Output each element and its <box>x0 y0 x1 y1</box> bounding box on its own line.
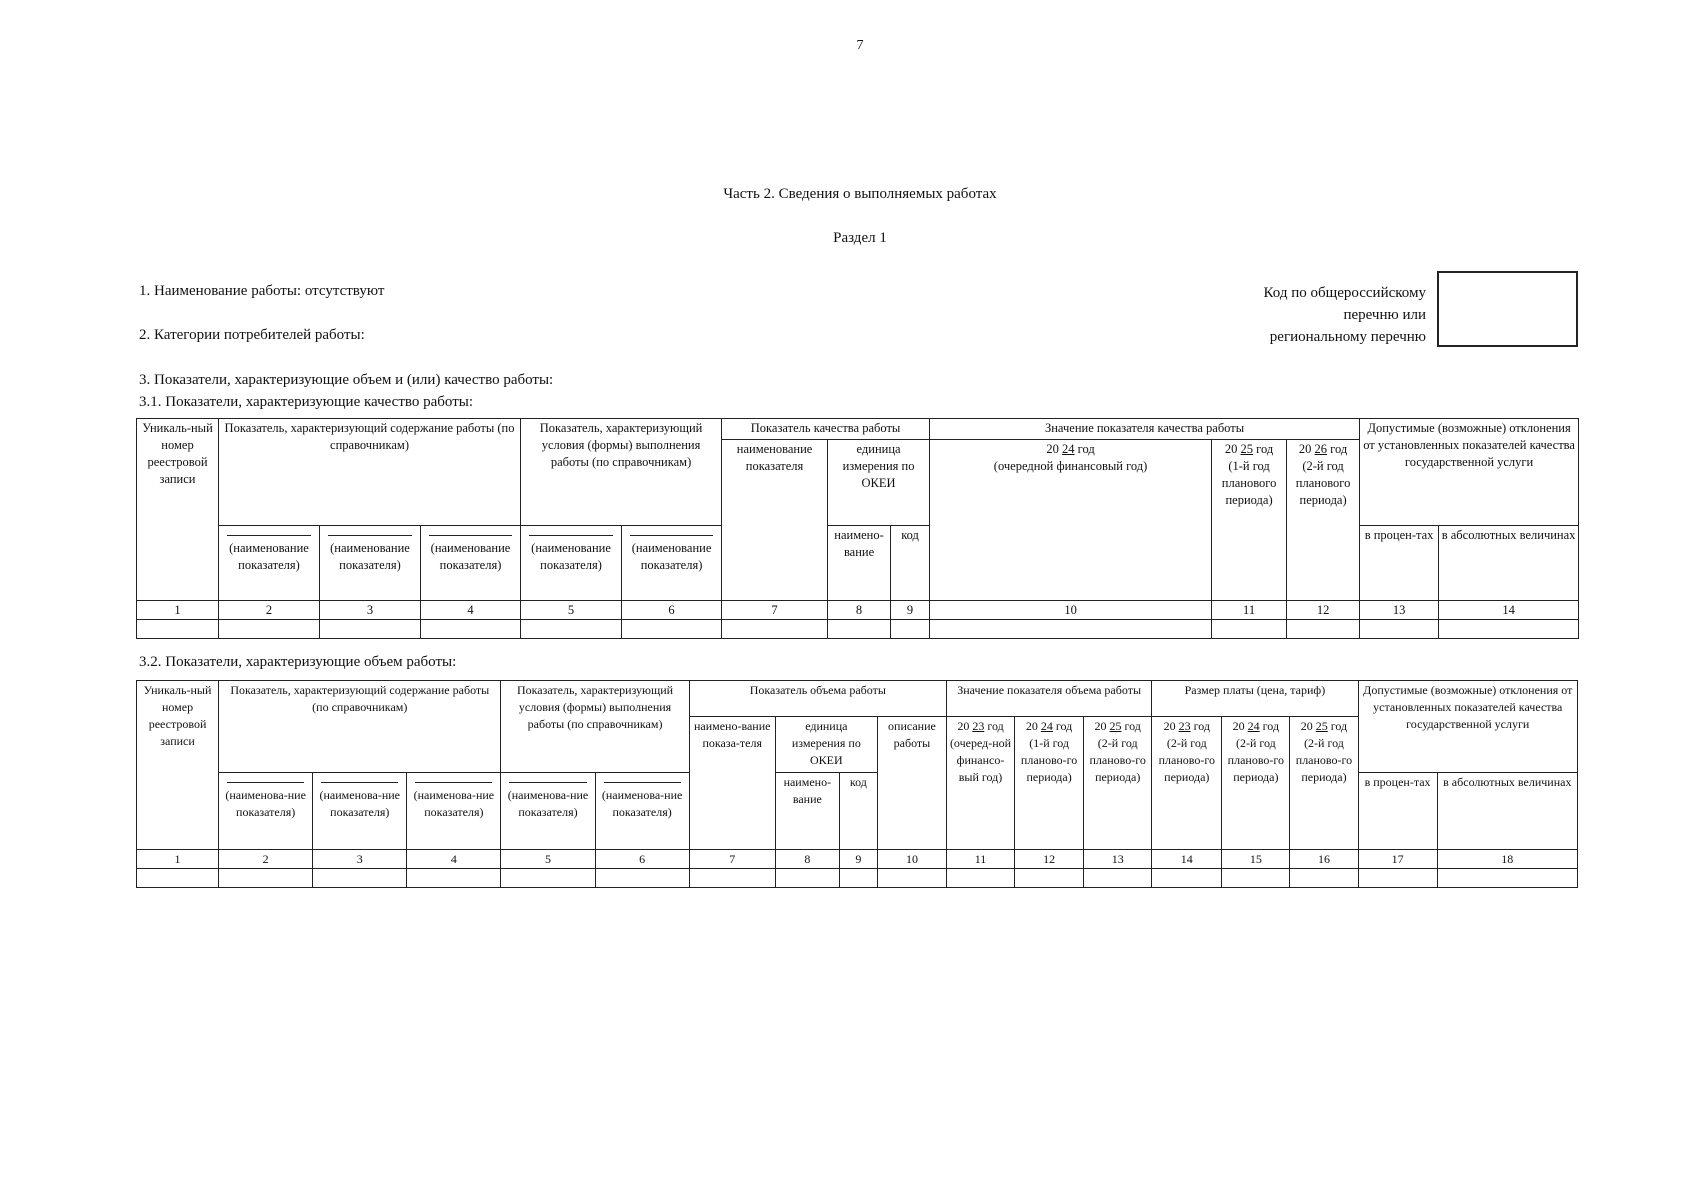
data-cell[interactable] <box>1084 869 1152 888</box>
data-cell[interactable] <box>1439 620 1579 639</box>
data-cell[interactable] <box>1222 869 1290 888</box>
header-year-2 <box>1212 440 1287 601</box>
column-number: 2 <box>219 850 313 869</box>
sub-indicator-name: (наименова-ние показателя) <box>407 773 501 850</box>
column-number: 12 <box>1287 601 1360 620</box>
header-year-3 <box>1287 440 1360 601</box>
data-cell[interactable] <box>1287 620 1360 639</box>
year-2-suffix: год <box>1256 442 1274 456</box>
column-number: 9 <box>839 850 877 869</box>
sub-indicator-name: (наименова-ние показателя) <box>219 773 313 850</box>
data-cell[interactable] <box>1152 869 1222 888</box>
value-year-1-prefix: 20 <box>957 719 970 733</box>
header-indicator-name: наименование показателя <box>722 440 828 601</box>
sub-deviation-absolute: в абсолютных величинах <box>1439 526 1579 601</box>
column-number: 9 <box>891 601 930 620</box>
column-number: 17 <box>1358 850 1437 869</box>
fee-year-2-suffix: год <box>1262 719 1280 733</box>
data-cell[interactable] <box>689 869 775 888</box>
part-title: Часть 2. Сведения о выполняемых работах <box>723 186 997 202</box>
sub-unit-code: код <box>839 773 877 850</box>
value-year-1-suffix: год <box>987 719 1004 733</box>
sub-deviation-percent: в процен-тах <box>1360 526 1439 601</box>
sub-indicator-name: (наименова-ние показателя) <box>313 773 407 850</box>
header-volume-indicator: Показатель объема работы <box>689 681 946 717</box>
sub-indicator-name: (наименование показателя) <box>320 526 421 601</box>
sub-indicator-name: (наименование показателя) <box>219 526 320 601</box>
header-value-year-1 <box>946 717 1014 850</box>
year-1-note: (очередной финансовый год) <box>993 459 1148 473</box>
header-year-1 <box>930 440 1212 601</box>
year-1-suffix: год <box>1077 442 1095 456</box>
data-cell[interactable] <box>930 620 1212 639</box>
sub-indicator-name: (наименование показателя) <box>622 526 722 601</box>
data-cell[interactable] <box>891 620 930 639</box>
column-number: 8 <box>828 601 891 620</box>
year-1-value: 24 <box>1062 442 1075 456</box>
column-number: 13 <box>1360 601 1439 620</box>
column-number: 7 <box>722 601 828 620</box>
column-number: 7 <box>689 850 775 869</box>
fee-year-2-note: (2-й год планово-го периода) <box>1227 736 1285 784</box>
column-number: 13 <box>1084 850 1152 869</box>
value-year-1: 23 <box>972 719 985 733</box>
data-cell[interactable] <box>320 620 421 639</box>
header-unique-number: Уникаль-ный номер реестровой записи <box>137 681 219 850</box>
column-number: 4 <box>407 850 501 869</box>
header-unit-okei: единица измерения по ОКЕИ <box>828 440 930 526</box>
value-year-1-note: (очеред-ной финансо-вый год) <box>949 736 1012 784</box>
header-conditions-indicator: Показатель, характеризующий условия (формы) выполнения работы (по справочникам) <box>501 681 689 773</box>
value-year-3-prefix: 20 <box>1094 719 1107 733</box>
column-number: 5 <box>501 850 595 869</box>
sub-indicator-name: (наименова-ние показателя) <box>595 773 689 850</box>
column-number: 11 <box>946 850 1014 869</box>
column-number: 4 <box>421 601 521 620</box>
value-year-3-suffix: год <box>1124 719 1141 733</box>
header-fee-year-2 <box>1222 717 1290 850</box>
year-2-prefix: 20 <box>1224 442 1238 456</box>
header-fee-year-3 <box>1290 717 1358 850</box>
column-number: 16 <box>1290 850 1358 869</box>
column-number: 1 <box>137 601 219 620</box>
column-number: 15 <box>1222 850 1290 869</box>
value-year-2-prefix: 20 <box>1025 719 1038 733</box>
data-cell[interactable] <box>137 869 219 888</box>
header-value-year-3 <box>1084 717 1152 850</box>
value-year-2: 24 <box>1040 719 1053 733</box>
data-cell[interactable] <box>1437 869 1577 888</box>
registry-code-box[interactable] <box>1437 271 1578 347</box>
sub-unit-code: код <box>891 526 930 601</box>
fee-year-3-note: (2-й год планово-го периода) <box>1295 736 1353 784</box>
data-cell[interactable] <box>407 869 501 888</box>
header-deviation: Допустимые (возможные) отклонения от установленных показателей качества государственной услуги <box>1360 419 1579 526</box>
data-cell[interactable] <box>521 620 622 639</box>
header-quality-indicator: Показатель качества работы <box>722 419 930 440</box>
year-3-prefix: 20 <box>1298 442 1312 456</box>
column-number: 8 <box>775 850 839 869</box>
page-number: 7 <box>856 38 864 53</box>
column-number: 14 <box>1152 850 1222 869</box>
year-2-note: (1-й год планового периода) <box>1221 459 1277 507</box>
value-year-2-note: (1-й год планово-го периода) <box>1020 736 1078 784</box>
fee-year-1-prefix: 20 <box>1163 719 1176 733</box>
volume-table <box>136 680 1578 888</box>
fee-year-2-prefix: 20 <box>1232 719 1245 733</box>
header-content-indicator: Показатель, характеризующий содержание работы (по справочникам) <box>219 419 521 526</box>
fee-year-3: 25 <box>1315 719 1328 733</box>
data-cell[interactable] <box>775 869 839 888</box>
header-unit-okei: единица измерения по ОКЕИ <box>775 717 877 773</box>
header-fee: Размер платы (цена, тариф) <box>1152 681 1358 717</box>
data-cell[interactable] <box>828 620 891 639</box>
data-cell[interactable] <box>722 620 828 639</box>
header-conditions-indicator: Показатель, характеризующий условия (формы) выполнения работы (по справочникам) <box>521 419 722 526</box>
column-number: 5 <box>521 601 622 620</box>
header-value-year-2 <box>1015 717 1084 850</box>
sub-indicator-name: (наименование показателя) <box>421 526 521 601</box>
registry-code-label-line3: региональному перечню <box>1269 329 1426 345</box>
year-3-note: (2-й год планового периода) <box>1295 459 1351 507</box>
sub-indicator-name: (наименование показателя) <box>521 526 622 601</box>
data-cell[interactable] <box>1015 869 1084 888</box>
header-fee-year-1 <box>1152 717 1222 850</box>
header-unique-number: Уникаль-ный номер реестровой записи <box>137 419 219 601</box>
data-cell[interactable] <box>219 869 313 888</box>
year-3-value: 26 <box>1314 442 1328 456</box>
fee-year-3-prefix: 20 <box>1300 719 1313 733</box>
header-content-indicator: Показатель, характеризующий содержание работы (по справочникам) <box>219 681 501 773</box>
year-3-suffix: год <box>1330 442 1348 456</box>
consumer-category-line: 2. Категории потребителей работы: <box>139 327 365 343</box>
value-year-2-suffix: год <box>1055 719 1073 733</box>
fee-year-3-suffix: год <box>1330 719 1348 733</box>
value-year-3: 25 <box>1109 719 1122 733</box>
header-volume-value: Значение показателя объема работы <box>946 681 1151 717</box>
data-cell[interactable] <box>137 620 219 639</box>
column-number: 11 <box>1212 601 1287 620</box>
data-cell[interactable] <box>313 869 407 888</box>
registry-code-label-line2: перечню или <box>1343 307 1426 323</box>
data-cell[interactable] <box>1212 620 1287 639</box>
fee-year-1-suffix: год <box>1193 719 1210 733</box>
column-number: 3 <box>313 850 407 869</box>
data-cell[interactable] <box>1360 620 1439 639</box>
data-cell[interactable] <box>595 869 689 888</box>
volume-indicators-heading: 3.2. Показатели, характеризующие объем работы: <box>139 654 457 670</box>
data-cell[interactable] <box>877 869 946 888</box>
header-deviation: Допустимые (возможные) отклонения от установленных показателей качества государственной услуги <box>1358 681 1577 773</box>
work-name-line: 1. Наименование работы: отсутствуют <box>139 283 385 299</box>
sub-deviation-absolute: в абсолютных величинах <box>1437 773 1577 850</box>
header-indicator-name: наимено-вание показа-теля <box>689 717 775 850</box>
fee-year-1-note: (2-й год планово-го периода) <box>1158 736 1215 784</box>
fee-year-2: 24 <box>1247 719 1260 733</box>
column-number: 12 <box>1015 850 1084 869</box>
data-cell[interactable] <box>501 869 595 888</box>
data-cell[interactable] <box>946 869 1014 888</box>
column-number: 18 <box>1437 850 1577 869</box>
data-cell[interactable] <box>622 620 722 639</box>
sub-unit-name: наимено-вание <box>775 773 839 850</box>
indicators-heading: 3. Показатели, характеризующие объем и (или) качество работы: <box>139 372 554 388</box>
fee-year-1: 23 <box>1178 719 1191 733</box>
column-number: 3 <box>320 601 421 620</box>
sub-unit-name: наимено-вание <box>828 526 891 601</box>
quality-indicators-heading: 3.1. Показатели, характеризующие качество работы: <box>139 394 473 410</box>
sub-deviation-percent: в процен-тах <box>1358 773 1437 850</box>
year-1-prefix: 20 <box>1046 442 1059 456</box>
registry-code-label <box>1146 282 1426 348</box>
header-quality-value: Значение показателя качества работы <box>930 419 1360 440</box>
data-cell[interactable] <box>1358 869 1437 888</box>
section-title: Раздел 1 <box>833 230 887 246</box>
column-number: 6 <box>595 850 689 869</box>
data-cell[interactable] <box>219 620 320 639</box>
data-cell[interactable] <box>839 869 877 888</box>
column-number: 14 <box>1439 601 1579 620</box>
sub-indicator-name: (наименова-ние показателя) <box>501 773 595 850</box>
year-2-value: 25 <box>1240 442 1254 456</box>
column-number: 1 <box>137 850 219 869</box>
header-work-description: описание работы <box>877 717 946 850</box>
column-number: 6 <box>622 601 722 620</box>
value-year-3-note: (2-й год планово-го периода) <box>1089 736 1146 784</box>
column-number: 2 <box>219 601 320 620</box>
quality-table <box>136 418 1579 639</box>
data-cell[interactable] <box>1290 869 1358 888</box>
data-cell[interactable] <box>421 620 521 639</box>
column-number: 10 <box>930 601 1212 620</box>
column-number: 10 <box>877 850 946 869</box>
registry-code-label-line1: Код по общероссийскому <box>1263 285 1426 301</box>
